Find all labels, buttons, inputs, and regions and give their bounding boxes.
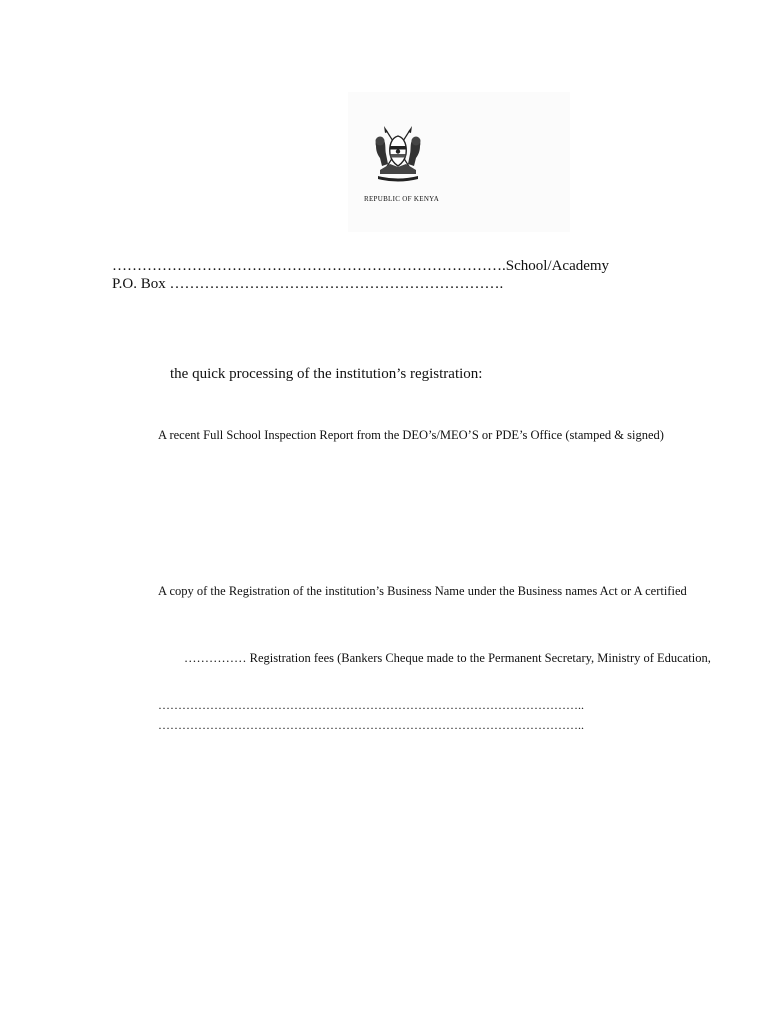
kenya-coat-of-arms-icon <box>372 124 424 184</box>
item-registration-fees: …………… Registration fees (Bankers Cheque made to the Permanent Secretary, Ministry of Education, <box>184 651 711 665</box>
intro-fragment: the quick processing of the institution’s registration: <box>170 366 483 382</box>
school-name-line: …………………………………………………………………….School/Academy <box>112 258 610 274</box>
po-box-line: P.O. Box …………………………………………………………. <box>112 276 504 292</box>
item-business-name: A copy of the Registration of the institution’s Business Name under the Business names Act or A certified <box>158 584 687 598</box>
blank-line: …………………………………………………………………………………………….. <box>158 718 584 732</box>
letterhead <box>348 92 570 232</box>
blank-line: …………………………………………………………………………………………….. <box>158 698 584 712</box>
letterhead-caption: REPUBLIC OF KENYA <box>364 195 440 203</box>
item-inspection-report: A recent Full School Inspection Report from the DEO’s/MEO’S or PDE’s Office (stamped & signed) <box>158 428 664 442</box>
